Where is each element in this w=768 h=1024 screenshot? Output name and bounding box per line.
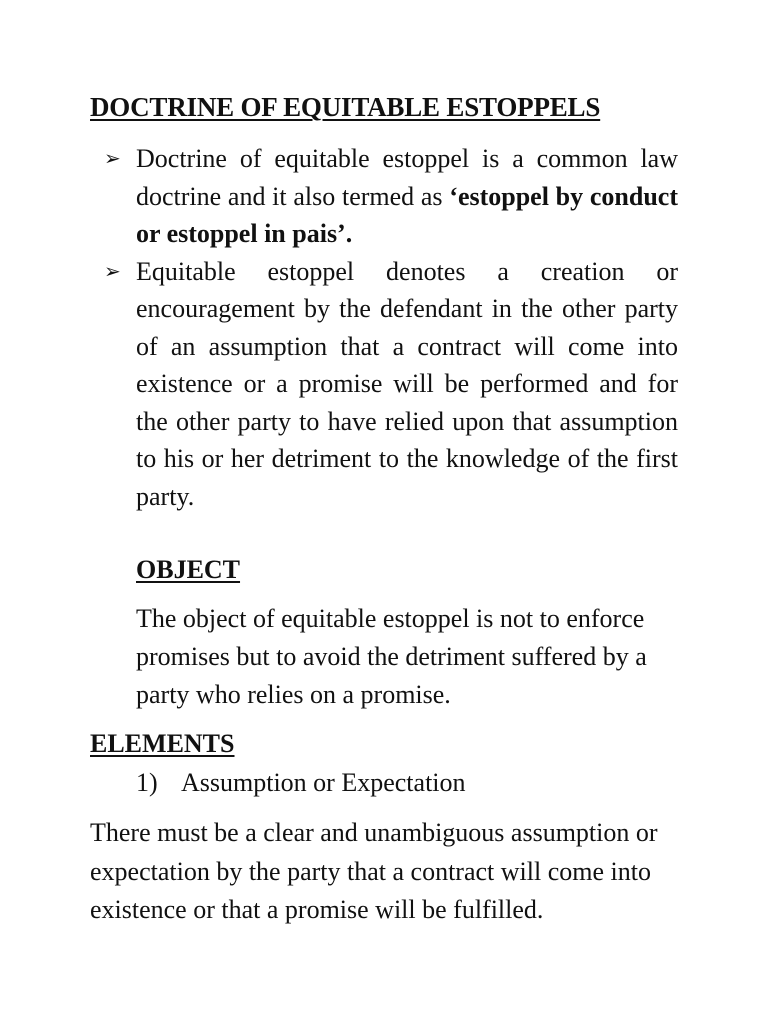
element-label: Assumption or Expectation [181,768,466,797]
bullet-item [104,140,678,253]
bullet-text: Equitable estoppel denotes a creation or encouragement by the defendant in the other party of an assumption that a contract will come into existence or a promise will be performed and for the other party to have relied upon that assumption to his or her detriment to the knowledge of the first party. [136,256,678,511]
arrow-bullet-icon: ➢ [104,258,121,283]
arrow-bullet-icon: ➢ [104,146,121,170]
element-item [136,765,466,801]
bullet-bold-text: ‘estoppel by conduct or estoppel in pais’. [136,181,678,248]
bullet-list [104,140,678,515]
document-title: DOCTRINE OF EQUITABLE ESTOPPELS [90,92,601,122]
element-description: There must be a clear and unambiguous assumption or expectation by the party that a contract will come into existence or that a promise will be fulfilled. [90,818,658,924]
object-paragraph: The object of equitable estoppel is not to enforce promises but to avoid the detriment suffered by a party who relies on a promise. [136,604,647,709]
bullet-item [104,253,678,516]
element-number: 1) [136,768,158,797]
elements-heading: ELEMENTS [90,729,235,758]
bullet-text: Doctrine of equitable estoppel is a common law doctrine and it also termed as [136,144,678,211]
object-heading: OBJECT [136,555,241,584]
